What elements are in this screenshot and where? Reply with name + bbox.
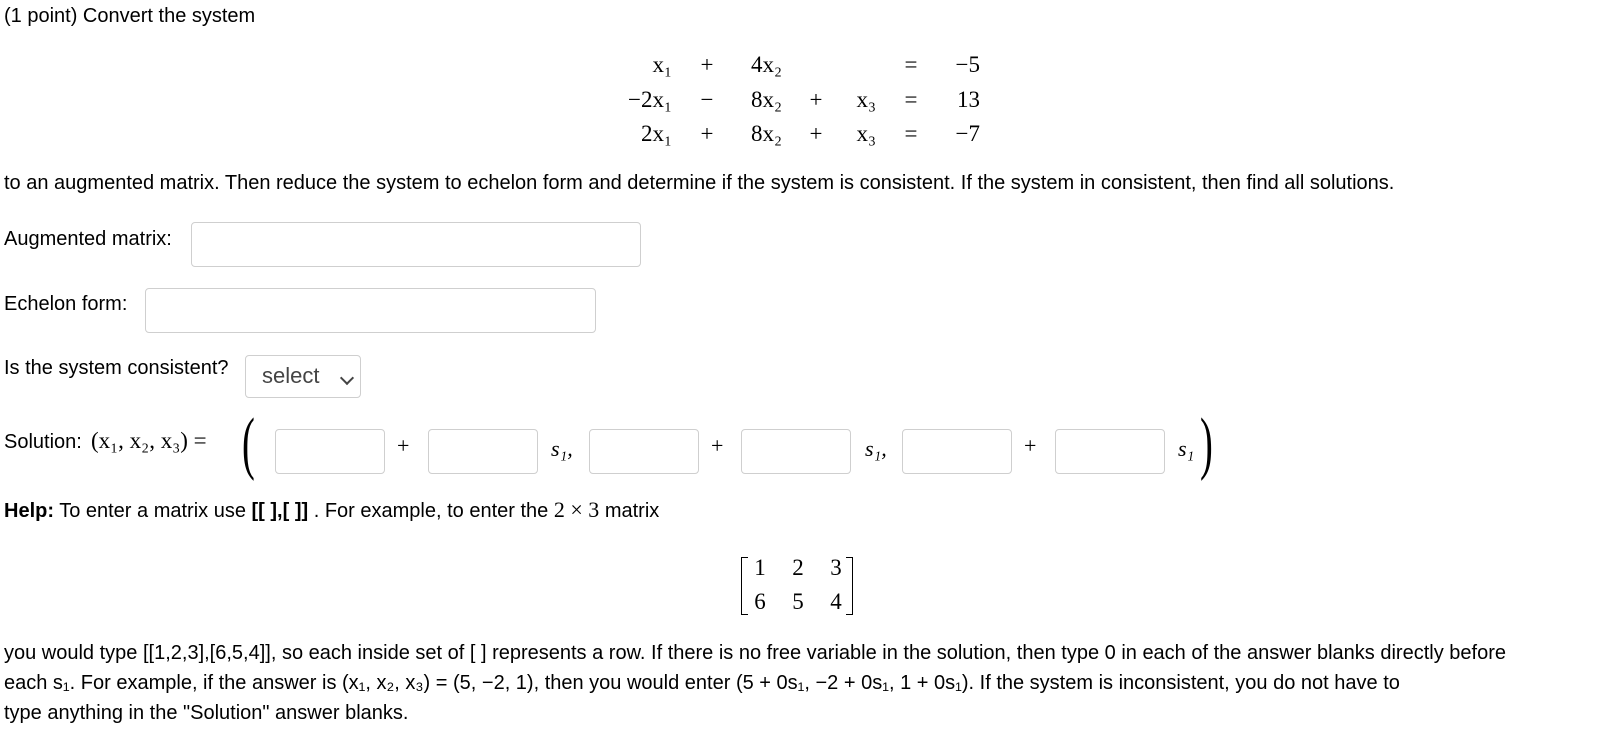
matrix-cell: 5 bbox=[792, 589, 804, 614]
matrix-cell: 3 bbox=[830, 555, 842, 580]
solution-param-1: s₁, bbox=[551, 436, 573, 461]
eq1-op1: + bbox=[700, 52, 714, 77]
eq2-op2: + bbox=[809, 87, 823, 112]
eq1-rhs: −5 bbox=[955, 52, 980, 77]
solution-blank-5[interactable] bbox=[902, 429, 1012, 474]
help-text-1: To enter a matrix use bbox=[59, 500, 246, 522]
solution-blank-4[interactable] bbox=[741, 429, 851, 474]
solution-blank-6[interactable] bbox=[1055, 429, 1165, 474]
solution-param-2: s₁, bbox=[865, 436, 887, 461]
eq3-rhs: −7 bbox=[955, 121, 980, 146]
echelon-form-label: Echelon form: bbox=[4, 293, 128, 315]
matrix-left-bracket bbox=[741, 557, 748, 615]
consistent-select[interactable] bbox=[245, 355, 361, 398]
echelon-form-input[interactable] bbox=[145, 288, 596, 333]
help-text-3: matrix bbox=[604, 500, 660, 522]
chevron-down-icon bbox=[340, 371, 354, 385]
matrix-cell: 4 bbox=[830, 589, 842, 614]
matrix-right-bracket bbox=[846, 557, 853, 615]
help-line bbox=[4, 497, 659, 523]
solution-close-paren: ) bbox=[1200, 405, 1213, 482]
eq3-equals: = bbox=[904, 121, 918, 146]
matrix-cell: 2 bbox=[792, 555, 804, 580]
eq2-term-x2: 8x₂ bbox=[750, 87, 782, 112]
eq2-rhs: 13 bbox=[957, 87, 980, 112]
eq2-equals: = bbox=[904, 87, 918, 112]
augmented-matrix-input[interactable] bbox=[191, 222, 641, 267]
eq3-op2: + bbox=[809, 121, 823, 146]
consistent-select-value: select bbox=[262, 363, 320, 388]
solution-plus-1: + bbox=[397, 433, 410, 458]
help-matrix-syntax: [[ ],[ ]] bbox=[251, 500, 309, 522]
solution-plus-3: + bbox=[1024, 433, 1037, 458]
help-bold-label: Help: bbox=[4, 500, 54, 522]
problem-header: (1 point) Convert the system bbox=[4, 5, 256, 27]
eq2-term-x3: x₃ bbox=[856, 87, 876, 112]
consistent-question-label: Is the system consistent? bbox=[4, 357, 229, 379]
solution-plus-2: + bbox=[711, 433, 724, 458]
solution-blank-1[interactable] bbox=[275, 429, 385, 474]
help-dimensions: 2 × 3 bbox=[553, 497, 600, 522]
eq1-term-x1: x₁ bbox=[652, 52, 672, 77]
solution-param-3: s₁ bbox=[1178, 436, 1195, 461]
eq3-term-x3: x₃ bbox=[856, 121, 876, 146]
help-text-2: . For example, to enter the bbox=[313, 500, 549, 522]
augmented-matrix-label: Augmented matrix: bbox=[4, 228, 172, 250]
solution-lhs: (x₁, x₂, x₃) = bbox=[91, 428, 207, 453]
matrix-cell: 1 bbox=[754, 555, 766, 580]
eq1-equals: = bbox=[904, 52, 918, 77]
solution-open-paren: ( bbox=[242, 405, 255, 482]
eq2-term-x1: −2x₁ bbox=[628, 87, 672, 112]
solution-blank-2[interactable] bbox=[428, 429, 538, 474]
eq1-term-x2: 4x₂ bbox=[750, 52, 782, 77]
footer-line-3: type anything in the "Solution" answer blanks. bbox=[4, 702, 409, 724]
solution-blank-3[interactable] bbox=[589, 429, 699, 474]
footer-line-2: each s₁. For example, if the answer is (x₁, x₂, x₃) = (5, −2, 1), then you would enter (5 + 0s₁, −2 + 0s₁, 1 + 0s₁). If the system is inconsistent, you do not have to bbox=[4, 672, 1400, 694]
eq2-op1: − bbox=[700, 87, 714, 112]
matrix-cell: 6 bbox=[754, 589, 766, 614]
eq3-term-x2: 8x₂ bbox=[750, 121, 782, 146]
eq3-term-x1: 2x₁ bbox=[640, 121, 672, 146]
eq3-op1: + bbox=[700, 121, 714, 146]
instructions-text: to an augmented matrix. Then reduce the system to echelon form and determine if the system is consistent. If the system in consistent, then find all solutions. bbox=[4, 172, 1395, 194]
solution-label: Solution: bbox=[4, 431, 82, 453]
footer-line-1: you would type [[1,2,3],[6,5,4]], so each inside set of [ ] represents a row. If there is no free variable in the solution, then type 0 in each of the answer blanks directly before bbox=[4, 642, 1506, 664]
